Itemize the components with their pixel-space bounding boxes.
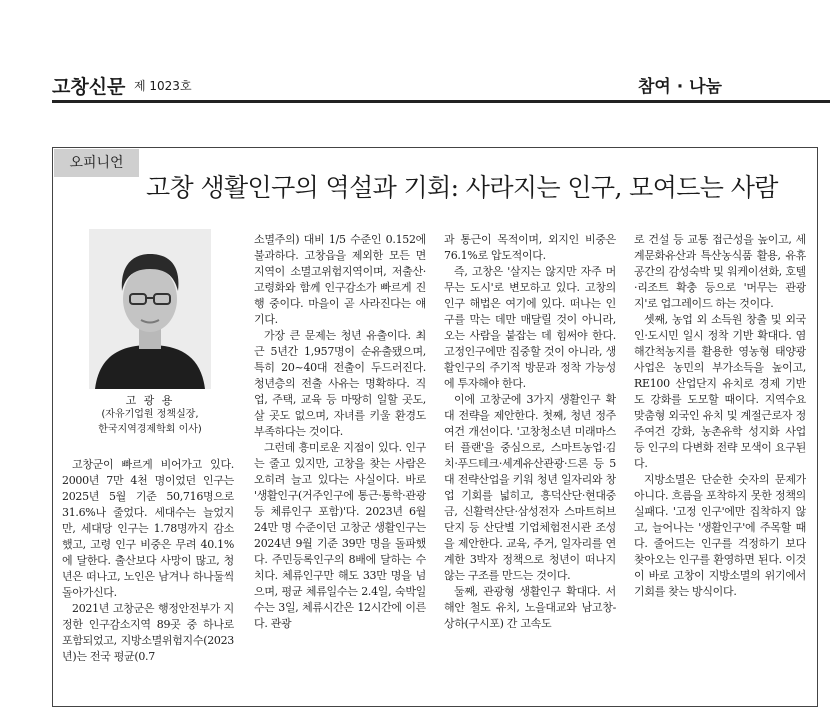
paragraph: 셋째, 농업 외 소득원 창출 및 외국인·도시민 일시 정착 기반 확대다. 염해간척농지를 활용한 영농형 태양광 사업은 농민의 부가소득을 높이고, RE100 산업단지 유치로 경제 기반도 강화를 도모할 때이다. 지역수요 맞춤형 외국인 유치 및 계절근로자 정주여건 강화, 농촌유학 성지화 사업 등 인구의 다변화 전략 모색이 요구된다. [634, 313, 806, 470]
section-name: 참여 · 나눔 [638, 77, 722, 97]
article-column-3 [444, 232, 616, 702]
paragraph: 지방소멸은 단순한 숫자의 문제가 아니다. 흐름을 포착하지 못한 정책의 실패다. '고정 인구'에만 집착하지 않고, 늘어나는 '생활인구'에 주목할 때다. 줄어드는 인구를 걱정하기 보다 찾아오는 인구를 환영하면 된다. 이것이 바로 고창이 지방소멸의 위기에서 기회를 찾는 방식이다. [634, 473, 806, 598]
masthead-rule [52, 100, 830, 103]
paragraph: 즉, 고창은 '살지는 않지만 자주 머무는 도시'로 변모하고 있다. 고창의 인구 해법은 여기에 있다. 떠나는 인구를 막는 데만 매달릴 것이 아니라, 오는 사람을 붙잡는 데 힘써야 한다. 고정인구에만 집중할 것이 아니라, 생활인구의 주기적 방문과 정착 가능성에 투자해야 한다. [444, 265, 616, 390]
author-photo [89, 229, 211, 389]
author-title [55, 407, 245, 437]
paragraph: 둘째, 관광형 생활인구 확대다. 서해안 철도 유치, 노을대교와 남고창-상하(구시포) 간 고속도 [444, 585, 616, 630]
headline: 고창 생활인구의 역설과 기회: 사라지는 인구, 모여드는 사람 [146, 173, 778, 202]
paragraph: 이에 고창군에 3가지 생활인구 확대 전략을 제안한다. 첫째, 청년 정주 여건 개선이다. '고창청소년 미래마스터 플랜'을 중심으로, 스마트농업·김치·푸드테크·세계유산관광·드론 등 5대 전략산업을 키워 청년 일자리와 창업 기회를 넓히고, 흥덕산단·현대중금, 신활력산단·삼성전자 스마트허브단지 등 산단별 기업체험전시관 조성을 제안한다. 교육, 주거, 일자리를 연계한 3박자 정책으로 청년이 떠나지 않는 구조를 만드는 것이다. [444, 393, 616, 582]
masthead [52, 72, 830, 100]
paragraph: 고창군이 빠르게 비어가고 있다. 2000년 7만 4천 명이었던 인구는 2025년 5월 기준 50,716명으로 31.6%나 줄었다. 세대수는 늘었지만, 세대당 인구는 1.78명까지 감소했고, 고령 인구 비중은 무려 40.1%에 달한다. 출산보다 사망이 많고, 청년은 떠나고, 노인은 남겨나 하나둘씩 돌아가신다. [62, 458, 234, 599]
author-name: 고 광 용 [125, 394, 175, 407]
category-label: 오피니언 [54, 149, 139, 177]
issue-number: 제 1023호 [134, 79, 192, 93]
author-title-line-1: (자유기업원 정책실장, [101, 409, 199, 420]
paragraph: 로 건설 등 교통 접근성을 높이고, 세계문화유산과 특산농식품 활용, 유휴공간의 감성숙박 및 워케이션화, 호텔·리조트 확충 등으로 '머무는 관광지'로 업그레이드 하는 것이다. [634, 233, 806, 310]
article-column-1 [62, 457, 234, 702]
paragraph: 가장 큰 문제는 청년 유출이다. 최근 5년간 1,957명이 순유출됐으며, 특히 20~40대 전출이 두드러진다. 청년층의 전출 사유는 명확하다. 직업, 주택, 교육 등 마땅히 일할 곳도, 살 곳도 없으며, 자녀를 키울 환경도 부족하다는 것이다. [254, 329, 426, 438]
paragraph: 그런데 흥미로운 지점이 있다. 인구는 줄고 있지만, 고창을 찾는 사람은 오히려 늘고 있다는 사실이다. 바로 '생활인구(거주인구에 통근·통학·관광 등 체류인구 포함)'다. 2023년 6월 24만 명 수준이던 고창군 생활인구는 2024년 9월 기준 39만 명을 돌파했다. 주민등록인구의 8배에 달하는 수치다. 체류인구만 해도 33만 명을 넘으며, 평균 체류일수는 2.4일, 숙박일수는 3일, 체류시간은 12시간에 이른다. 관광 [254, 441, 426, 630]
paragraph: 소멸주의) 대비 1/5 수준인 0.152에 불과하다. 고창읍을 제외한 모든 면 지역이 소멸고위험지역이며, 저출산·고령화와 함께 인구감소가 빠르게 진행 중이다. 마을이 곧 사라진다는 얘기다. [254, 233, 426, 326]
author-portrait-image [89, 229, 211, 389]
paper-name: 고창신문 [52, 76, 126, 98]
article-column-4 [634, 232, 806, 702]
paragraph: 2021년 고창군은 행정안전부가 지정한 인구감소지역 89곳 중 하나로 포함되었고, 지방소멸위험지수(2023년)는 전국 평균(0.7 [62, 602, 234, 663]
article-column-2 [254, 232, 426, 702]
paragraph: 과 통근이 목적이며, 외지인 비중은 76.1%로 압도적이다. [444, 233, 616, 262]
author-title-line-2: 한국지역경제학회 이사) [98, 424, 202, 435]
